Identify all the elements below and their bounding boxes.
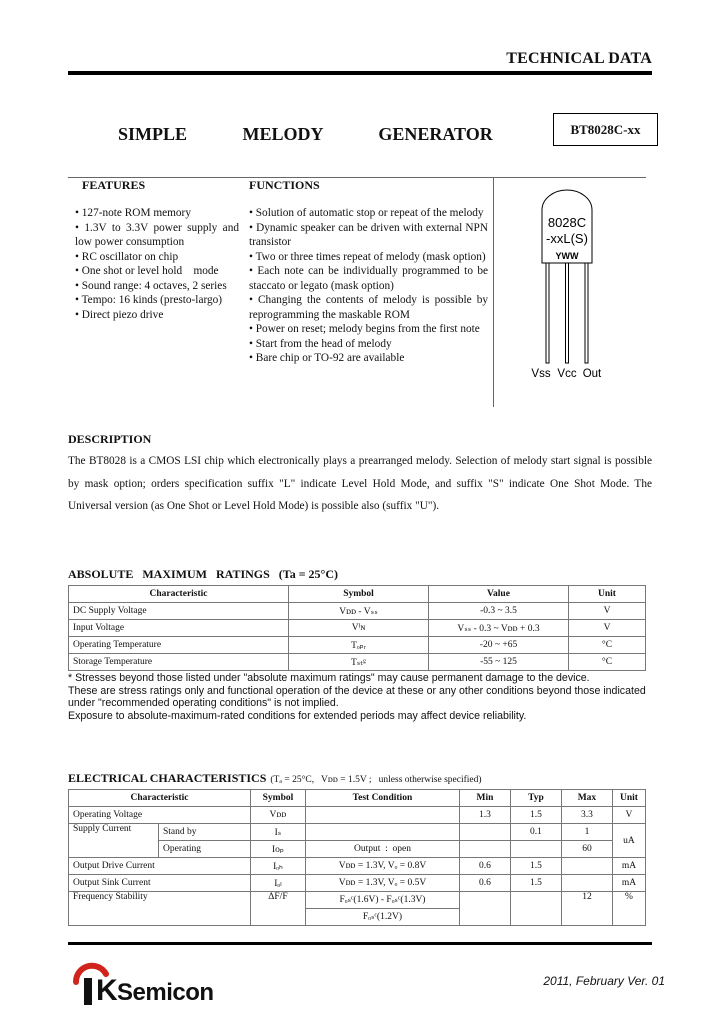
footer-rule [68,942,652,945]
feature-item: • 1.3V to 3.3V power supply and low power consumption [75,221,239,248]
cell: Vᴅᴅ = 1.3V, Vₒ = 0.5V [305,875,459,892]
cell: Stand by [159,824,251,841]
cell: V [569,603,646,620]
cell: Frequency Stability [69,892,251,926]
col-unit: Unit [569,586,646,603]
features-top-rule [68,177,646,178]
pin-vcc [566,263,569,363]
cell: 0.6 [459,875,510,892]
cell: Iₛ [250,824,305,841]
cell: Iₒₗ [250,875,305,892]
cell: 1 [561,824,612,841]
package-marking-line3: YWW [555,251,579,261]
pin-label-vss: Vss [531,368,551,380]
cell [510,892,561,926]
table-row [69,637,646,654]
note-line: These are stress ratings only and functional operation of the device at these or any other conditions beyond those indicated under "recommended operating conditions" is not implied. [68,684,646,709]
cell: ΔF/F [250,892,305,926]
function-item: • Two or three times repeat of melody (mask option) [249,250,486,263]
abs-max-heading: ABSOLUTE MAXIMUM RATINGS (Ta = 25°C) [68,567,338,581]
cell: 1.3 [459,807,510,824]
cell: 0.6 [459,858,510,875]
cell: Output : open [305,841,459,858]
function-item: • Changing the contents of melody is possible by reprogramming the maskable ROM [249,294,488,321]
function-item: • Solution of automatic stop or repeat of the melody [249,207,484,219]
cell: uA [612,824,645,858]
elec-heading: ELECTRICAL CHARACTERISTICS [68,771,267,785]
feature-item: • RC oscillator on chip [75,250,179,263]
table-row [69,603,646,620]
cell: % [612,892,645,926]
cell: Tₛₜᵍ [289,654,429,671]
cell: Vₛₛ - 0.3 ~ Vᴅᴅ + 0.3 [429,620,569,637]
cell: 1.5 [510,807,561,824]
description-heading: DESCRIPTION [68,432,152,446]
cell: Vᴅᴅ = 1.3V, Vₒ = 0.8V [305,858,459,875]
cell [459,892,510,926]
feature-item: • Tempo: 16 kinds (presto-largo) [75,294,223,306]
cell: Operating [159,841,251,858]
cell: -55 ~ 125 [429,654,569,671]
part-number: BT8028C-xx [570,121,641,137]
logo-bar [84,978,92,1005]
cell: Output Sink Current [69,875,251,892]
table-header-row [69,790,646,807]
cell: -20 ~ +65 [429,637,569,654]
features-heading: FEATURES [82,178,146,192]
cell [459,841,510,858]
logo-wordmark: Semicon [117,979,214,1006]
table-row [69,807,646,824]
package-marking-line1: 8028C [547,215,587,230]
cell: 0.1 [510,824,561,841]
footer-version-date: 2011, February Ver. 01 [543,974,665,988]
col-symbol: Symbol [289,586,429,603]
function-item: • Bare chip or TO-92 are available [249,352,405,364]
table-row [69,892,646,926]
cell: mA [612,875,645,892]
cell: Vᴅᴅ [250,807,305,824]
col-test-condition: Test Condition [305,790,459,807]
cell: Storage Temperature [69,654,289,671]
header-rule [68,71,652,75]
cell: Vᴵɴ [289,620,429,637]
cell: °C [569,637,646,654]
cell: Vᴅᴅ - Vₛₛ [289,603,429,620]
part-number-box [553,113,658,146]
col-symbol: Symbol [250,790,305,807]
pin-vss [546,263,549,363]
functions-list [249,206,488,366]
document-header-title: TECHNICAL DATA [506,50,652,67]
cell: mA [612,858,645,875]
elec-heading-conditions: (Tₐ = 25°C, Vᴅᴅ = 1.5V ; unless otherwise specified) [270,775,482,785]
col-value: Value [429,586,569,603]
cell: -0.3 ~ 3.5 [429,603,569,620]
cell: °C [569,654,646,671]
cell: Supply Current [69,824,159,858]
col-characteristic: Characteristic [69,790,251,807]
cell: Tₒₚᵣ [289,637,429,654]
fraction-denominator: Fₒₛᶜ(1.2V) [362,912,402,922]
cell [459,824,510,841]
abs-max-notes [68,672,654,722]
col-characteristic: Characteristic [69,586,289,603]
cell: 3.3 [561,807,612,824]
package-marking-line2: -xxL(S) [546,231,588,246]
table-row [69,824,646,841]
cell [561,858,612,875]
note-line: Exposure to absolute-maximum-rated conditions for extended periods may affect device reliability. [68,709,527,722]
features-list [75,206,239,322]
function-item: • Start from the head of melody [249,337,392,350]
cell [305,807,459,824]
feature-item: • 127-note ROM memory [75,207,191,219]
cell [510,841,561,858]
note-line: * Stresses beyond those listed under "absolute maximum ratings" may cause permanent damage to the device. [68,672,590,684]
cell [305,824,459,841]
abs-max-table [68,585,646,671]
logo-k: K [96,974,117,1007]
col-min: Min [459,790,510,807]
cell: Iᴏₚ [250,841,305,858]
function-item: • Dynamic speaker can be driven with external NPN transistor [249,221,488,248]
feature-item: • Sound range: 4 octaves, 2 series [75,279,227,292]
col-typ: Typ [510,790,561,807]
table-row [69,620,646,637]
cell-fraction [305,892,459,926]
description-text: The BT8028 is a CMOS LSI chip which electronically plays a prearranged melody. Selection of melody start signal is possible by mask option; orders specification suffix "L" indicate Level Hold Mode, and suffix "S" indicate One Shot Mode. The Universal version (as One Shot or Level Hold Mode) is possible also (suffix "U"). [68,455,652,512]
function-item: • Power on reset; melody begins from the first note [249,323,480,335]
elec-heading-line [68,769,482,787]
cell: Output Drive Current [69,858,251,875]
cell: 1.5 [510,858,561,875]
function-item: • Each note can be individually programmed to be staccato or legato (mask option) [249,265,488,292]
pin-label-vcc: Vcc [557,368,577,380]
table-row [69,858,646,875]
table-row [69,875,646,892]
cell: Input Voltage [69,620,289,637]
cell: Iₒₕ [250,858,305,875]
pin-out [585,263,588,363]
to92-package-diagram [522,188,612,384]
cell: 1.5 [510,875,561,892]
functions-heading: FUNCTIONS [249,178,320,192]
cell [561,875,612,892]
feature-item: • Direct piezo drive [75,308,164,321]
table-header-row [69,586,646,603]
cell: DC Supply Voltage [69,603,289,620]
pin-label-out: Out [582,368,602,380]
table-row [69,654,646,671]
company-logo [70,960,260,1008]
cell: V [612,807,645,824]
col-max: Max [561,790,612,807]
fraction-numerator: Fₒₛᶜ(1.6V) - Fₒₛᶜ(1.3V) [306,892,459,909]
cell: 60 [561,841,612,858]
elec-table [68,789,646,926]
col-unit: Unit [612,790,645,807]
cell: Operating Voltage [69,807,251,824]
features-divider [493,177,494,407]
cell: V [569,620,646,637]
cell: 12 [561,892,612,926]
cell: Operating Temperature [69,637,289,654]
product-title: SIMPLE MELODY GENERATOR [118,124,493,144]
feature-item: • One shot or level hold mode [75,265,219,277]
